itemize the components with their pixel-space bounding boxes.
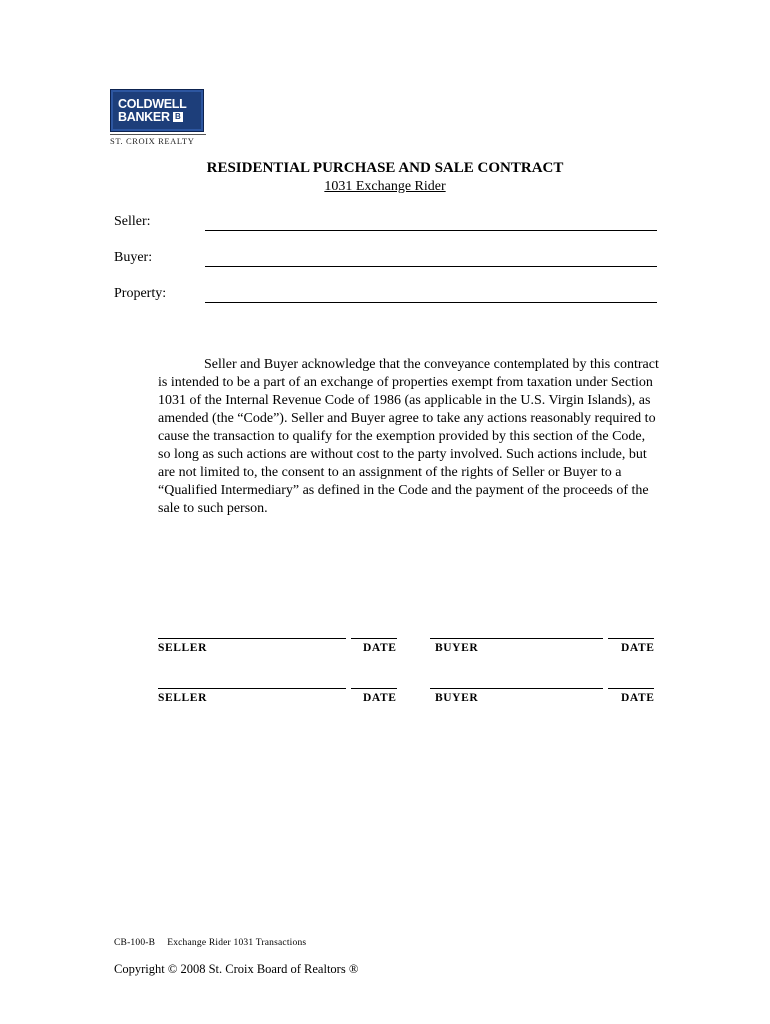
seller-label-1: SELLER [158, 642, 207, 654]
buyer-date-line-2[interactable] [608, 688, 654, 689]
seller-date-line-1[interactable] [351, 638, 397, 639]
document-subtitle: 1031 Exchange Rider [324, 179, 446, 194]
form-name: Exchange Rider 1031 Transactions [167, 938, 307, 948]
form-code: CB-100-B [114, 938, 156, 948]
copyright-notice: Copyright © 2008 St. Croix Board of Realtors ® [114, 962, 359, 976]
logo-badge [110, 89, 204, 132]
logo-line-banker: BANKER [118, 109, 170, 124]
seller-signature-line-2[interactable] [158, 688, 346, 689]
buyer-signature-line-2[interactable] [430, 688, 603, 689]
seller-date-line-2[interactable] [351, 688, 397, 689]
form-footer [114, 938, 318, 948]
logo-line-coldwell: COLDWELL [118, 96, 187, 111]
seller-date-label-2: DATE [363, 692, 397, 704]
buyer-field-label: Buyer: [114, 250, 153, 265]
company-logo [110, 89, 206, 146]
buyer-date-line-1[interactable] [608, 638, 654, 639]
logo-mark-icon: B [173, 112, 183, 122]
buyer-label-2: BUYER [435, 692, 479, 704]
seller-date-label-1: DATE [363, 642, 397, 654]
buyer-label-1: BUYER [435, 642, 479, 654]
buyer-date-label-2: DATE [621, 692, 655, 704]
agreement-paragraph: Seller and Buyer acknowledge that the conveyance contemplated by this contract is intended to be a part of an exchange of properties exempt from taxation under Section 1031 of the Internal Revenue Code of 1986 (as applicable in the U.S. Virgin Islands), as amended (the “Code”). Seller and Buyer agree to take any actions reasonably required to cause the transaction to qualify for the exemption provided by this section of the Code, so long as such actions are without cost to the party involved. Such actions include, but are not limited to, the consent to an assignment of the rights of Seller or Buyer to a “Qualified Intermediary” as defined in the Code and the payment of the proceeds of the sale to such person. [158, 357, 659, 516]
seller-signature-line-1[interactable] [158, 638, 346, 639]
seller-label-2: SELLER [158, 692, 207, 704]
property-field-line[interactable] [205, 302, 657, 303]
buyer-date-label-1: DATE [621, 642, 655, 654]
seller-field-label: Seller: [114, 214, 151, 229]
logo-subtitle: ST. CROIX REALTY [110, 134, 206, 146]
seller-field-line[interactable] [205, 230, 657, 231]
property-field-label: Property: [114, 286, 167, 301]
agreement-body [158, 356, 660, 518]
buyer-field-line[interactable] [205, 266, 657, 267]
buyer-signature-line-1[interactable] [430, 638, 603, 639]
document-title: RESIDENTIAL PURCHASE AND SALE CONTRACT [206, 160, 564, 176]
